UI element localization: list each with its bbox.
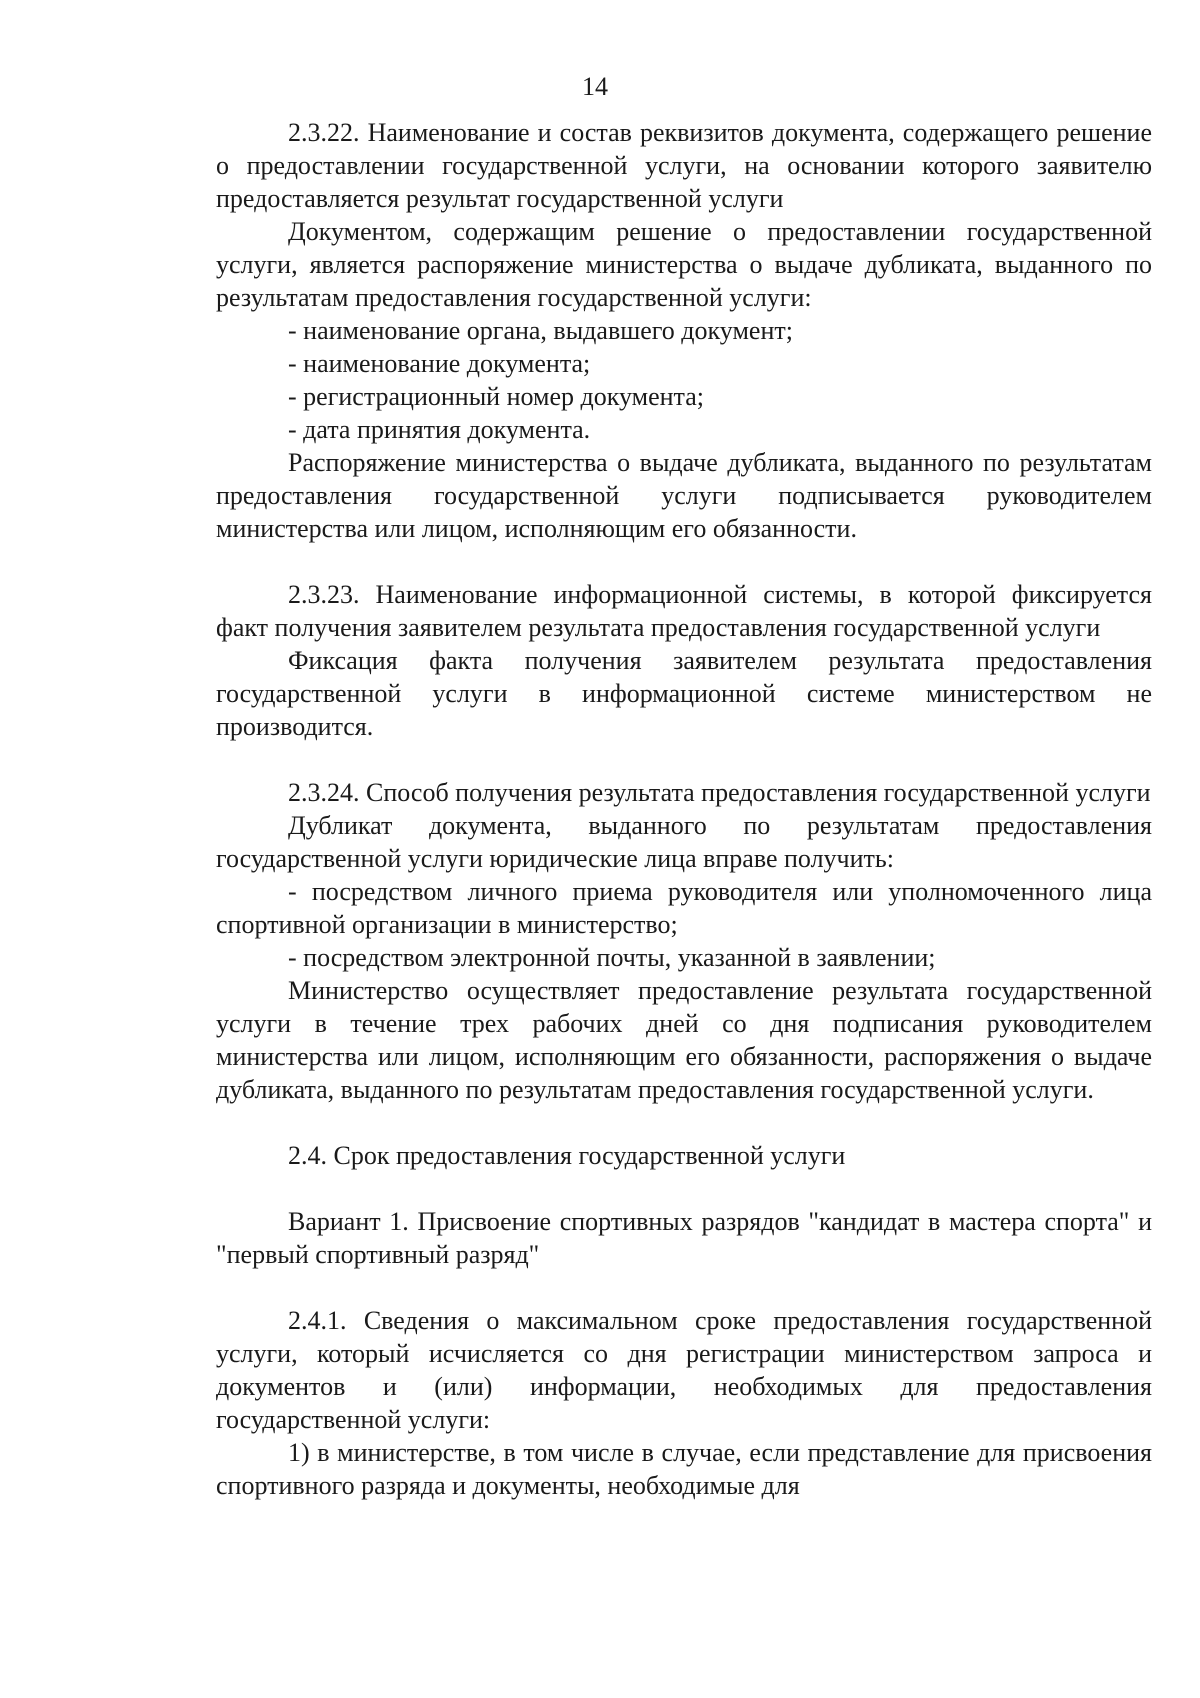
- paragraph: 2.3.22. Наименование и состав реквизитов документа, содержащего решение о предоставлении государственной услуги, на основании которого заявителю предоставляется результат государственной услуги: [216, 118, 1152, 213]
- paragraph: Вариант 1. Присвоение спортивных разрядов "кандидат в мастера спорта" и "первый спортивный разряд": [216, 1207, 1152, 1269]
- paragraph: 2.3.23. Наименование информационной системы, в которой фиксируется факт получения заявителем результата предоставления государственной услуги: [216, 580, 1152, 642]
- paragraph: Дубликат документа, выданного по результатам предоставления государственной услуги юридические лица вправе получить:: [216, 811, 1152, 873]
- paragraph-gap: [216, 743, 1152, 776]
- paragraph-gap: [216, 1106, 1152, 1139]
- paragraph: Министерство осуществляет предоставление результата государственной услуги в течение трех рабочих дней со дня подписания руководителем министерства или лицом, исполняющим его обязанности, распоряжения о выдаче дубликата, выданного по результатам предоставления государственной услуги.: [216, 976, 1152, 1104]
- paragraph-gap: [216, 1172, 1152, 1205]
- list-item: - наименование документа;: [288, 349, 591, 378]
- paragraph: Распоряжение министерства о выдаче дубликата, выданного по результатам предоставления государственной услуги подписывается руководителем министерства или лицом, исполняющим его обязанности.: [216, 448, 1152, 543]
- page-number: 14: [582, 72, 608, 101]
- paragraph: Фиксация факта получения заявителем результата предоставления государственной услуги в информационной системе министерством не производится.: [216, 646, 1152, 741]
- paragraph: 1) в министерстве, в том числе в случае, если представление для присвоения спортивного разряда и документы, необходимые для: [216, 1438, 1152, 1500]
- list-item: - посредством личного приема руководителя или уполномоченного лица спортивной организации в министерство;: [216, 877, 1152, 939]
- paragraph-gap: [216, 545, 1152, 578]
- paragraph: 2.4. Срок предоставления государственной услуги: [288, 1141, 846, 1170]
- document-body: [216, 116, 1152, 1502]
- paragraph-gap: [216, 1271, 1152, 1304]
- list-item: - наименование органа, выдавшего документ;: [288, 316, 793, 345]
- paragraph: 2.4.1. Сведения о максимальном сроке предоставления государственной услуги, который исчисляется со дня регистрации министерством запроса и документов и (или) информации, необходимых для предоставления государственной услуги:: [216, 1306, 1152, 1434]
- list-item: - дата принятия документа.: [288, 415, 591, 444]
- paragraph: Документом, содержащим решение о предоставлении государственной услуги, является распоряжение министерства о выдаче дубликата, выданного по результатам предоставления государственной услуги:: [216, 217, 1152, 312]
- list-item: - посредством электронной почты, указанной в заявлении;: [288, 943, 936, 972]
- paragraph: 2.3.24. Способ получения результата предоставления государственной услуги: [288, 778, 1151, 807]
- list-item: - регистрационный номер документа;: [288, 382, 704, 411]
